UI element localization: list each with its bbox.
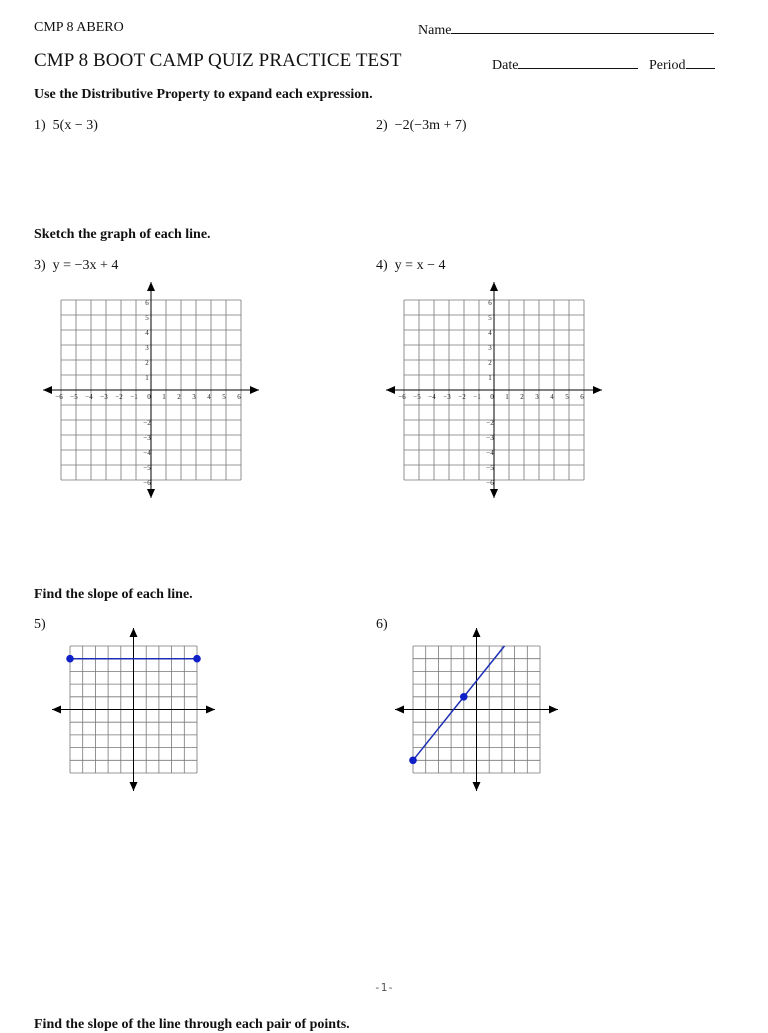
plotted-point bbox=[66, 655, 74, 663]
problem-number: 3) bbox=[34, 258, 46, 273]
slope-graph-problem-5 bbox=[50, 625, 218, 793]
period-blank bbox=[686, 55, 715, 69]
y-tick-label: 6 bbox=[488, 299, 492, 307]
y-tick-label: 5 bbox=[145, 314, 149, 322]
problem-1 bbox=[34, 118, 98, 134]
x-tick-label: −3 bbox=[100, 393, 108, 401]
x-axis-arrow-left bbox=[386, 386, 395, 394]
x-tick-label: −2 bbox=[458, 393, 466, 401]
x-axis-arrow-right bbox=[250, 386, 259, 394]
plotted-point bbox=[193, 655, 201, 663]
problem-expression: y = x − 4 bbox=[394, 258, 446, 273]
problem-expression: −2(−3m + 7) bbox=[394, 118, 467, 133]
y-tick-label: 5 bbox=[488, 314, 492, 322]
plotted-point bbox=[460, 693, 468, 701]
plotted-point bbox=[409, 757, 417, 765]
y-tick-label: 4 bbox=[488, 329, 492, 337]
course-label: CMP 8 ABERO bbox=[34, 20, 124, 35]
x-tick-label: 2 bbox=[520, 393, 524, 401]
x-axis-arrow-left bbox=[395, 706, 404, 714]
y-axis-arrow-up bbox=[473, 628, 481, 637]
x-tick-label: 6 bbox=[237, 393, 241, 401]
x-tick-label: 6 bbox=[580, 393, 584, 401]
problem-2 bbox=[376, 118, 467, 134]
page-number: -1- bbox=[374, 981, 394, 994]
sloped-line bbox=[413, 646, 504, 760]
date-label: Date bbox=[492, 58, 519, 73]
problem-number: 1) bbox=[34, 118, 46, 133]
x-tick-label: 1 bbox=[505, 393, 509, 401]
y-tick-label: 3 bbox=[145, 344, 149, 352]
y-axis-arrow-up bbox=[490, 282, 498, 291]
y-tick-label: 6 bbox=[145, 299, 149, 307]
x-tick-label: 4 bbox=[207, 393, 211, 401]
y-axis-arrow-down bbox=[473, 782, 481, 791]
y-tick-label: −4 bbox=[486, 449, 494, 457]
y-tick-label: −4 bbox=[143, 449, 151, 457]
y-tick-label: 4 bbox=[145, 329, 149, 337]
problem-5-number: 5) bbox=[34, 617, 46, 632]
problem-6-number: 6) bbox=[376, 617, 388, 632]
section-slope: Find the slope of each line. bbox=[34, 587, 193, 602]
x-tick-label: −5 bbox=[70, 393, 78, 401]
x-tick-label: 0 bbox=[490, 393, 494, 401]
y-axis-arrow-up bbox=[147, 282, 155, 291]
x-tick-label: 5 bbox=[222, 393, 226, 401]
x-tick-label: −1 bbox=[473, 393, 481, 401]
problem-3 bbox=[34, 258, 118, 274]
x-axis-arrow-left bbox=[43, 386, 52, 394]
x-tick-label: −6 bbox=[398, 393, 406, 401]
problem-expression: 5(x − 3) bbox=[52, 118, 98, 133]
y-tick-label: −2 bbox=[486, 419, 494, 427]
y-tick-label: 3 bbox=[488, 344, 492, 352]
name-label: Name bbox=[418, 23, 452, 38]
y-axis-arrow-down bbox=[490, 489, 498, 498]
name-field bbox=[418, 20, 714, 39]
y-tick-label: −3 bbox=[143, 434, 151, 442]
x-axis-arrow-right bbox=[593, 386, 602, 394]
x-tick-label: −1 bbox=[130, 393, 138, 401]
x-tick-label: 0 bbox=[147, 393, 151, 401]
coordinate-grid-problem-4 bbox=[383, 280, 608, 500]
y-tick-label: −6 bbox=[143, 479, 151, 487]
y-tick-label: 2 bbox=[145, 359, 149, 367]
y-tick-label: 1 bbox=[488, 374, 492, 382]
y-tick-label: 1 bbox=[145, 374, 149, 382]
problem-expression: y = −3x + 4 bbox=[52, 258, 119, 273]
problem-4 bbox=[376, 258, 445, 274]
y-tick-label: −3 bbox=[486, 434, 494, 442]
x-axis-arrow-right bbox=[549, 706, 558, 714]
x-tick-label: −2 bbox=[115, 393, 123, 401]
x-tick-label: 4 bbox=[550, 393, 554, 401]
date-field bbox=[492, 55, 638, 74]
period-label: Period bbox=[649, 58, 686, 73]
x-axis-arrow-right bbox=[206, 706, 215, 714]
y-axis-arrow-down bbox=[147, 489, 155, 498]
x-tick-label: −6 bbox=[55, 393, 63, 401]
x-tick-label: −5 bbox=[413, 393, 421, 401]
x-tick-label: −4 bbox=[428, 393, 436, 401]
y-axis-arrow-up bbox=[130, 628, 138, 637]
x-tick-label: 2 bbox=[177, 393, 181, 401]
page-title: CMP 8 BOOT CAMP QUIZ PRACTICE TEST bbox=[34, 50, 402, 71]
x-axis-arrow-left bbox=[52, 706, 61, 714]
x-tick-label: 5 bbox=[565, 393, 569, 401]
y-tick-label: −2 bbox=[143, 419, 151, 427]
y-tick-label: −5 bbox=[486, 464, 494, 472]
x-tick-label: −3 bbox=[443, 393, 451, 401]
x-tick-label: −4 bbox=[85, 393, 93, 401]
section-sketch: Sketch the graph of each line. bbox=[34, 227, 211, 242]
period-field bbox=[649, 55, 715, 74]
y-tick-label: 2 bbox=[488, 359, 492, 367]
x-tick-label: 3 bbox=[535, 393, 539, 401]
y-tick-label: −5 bbox=[143, 464, 151, 472]
date-blank bbox=[518, 55, 638, 69]
slope-graph-problem-6 bbox=[393, 625, 561, 793]
x-tick-label: 3 bbox=[192, 393, 196, 401]
section-two-points: Find the slope of the line through each pair of points. bbox=[34, 1017, 350, 1032]
name-blank bbox=[451, 20, 714, 34]
coordinate-grid-problem-3 bbox=[40, 280, 265, 500]
problem-number: 4) bbox=[376, 258, 388, 273]
y-axis-arrow-down bbox=[130, 782, 138, 791]
section-distributive: Use the Distributive Property to expand each expression. bbox=[34, 87, 373, 102]
x-tick-label: 1 bbox=[162, 393, 166, 401]
problem-number: 2) bbox=[376, 118, 388, 133]
y-tick-label: −6 bbox=[486, 479, 494, 487]
